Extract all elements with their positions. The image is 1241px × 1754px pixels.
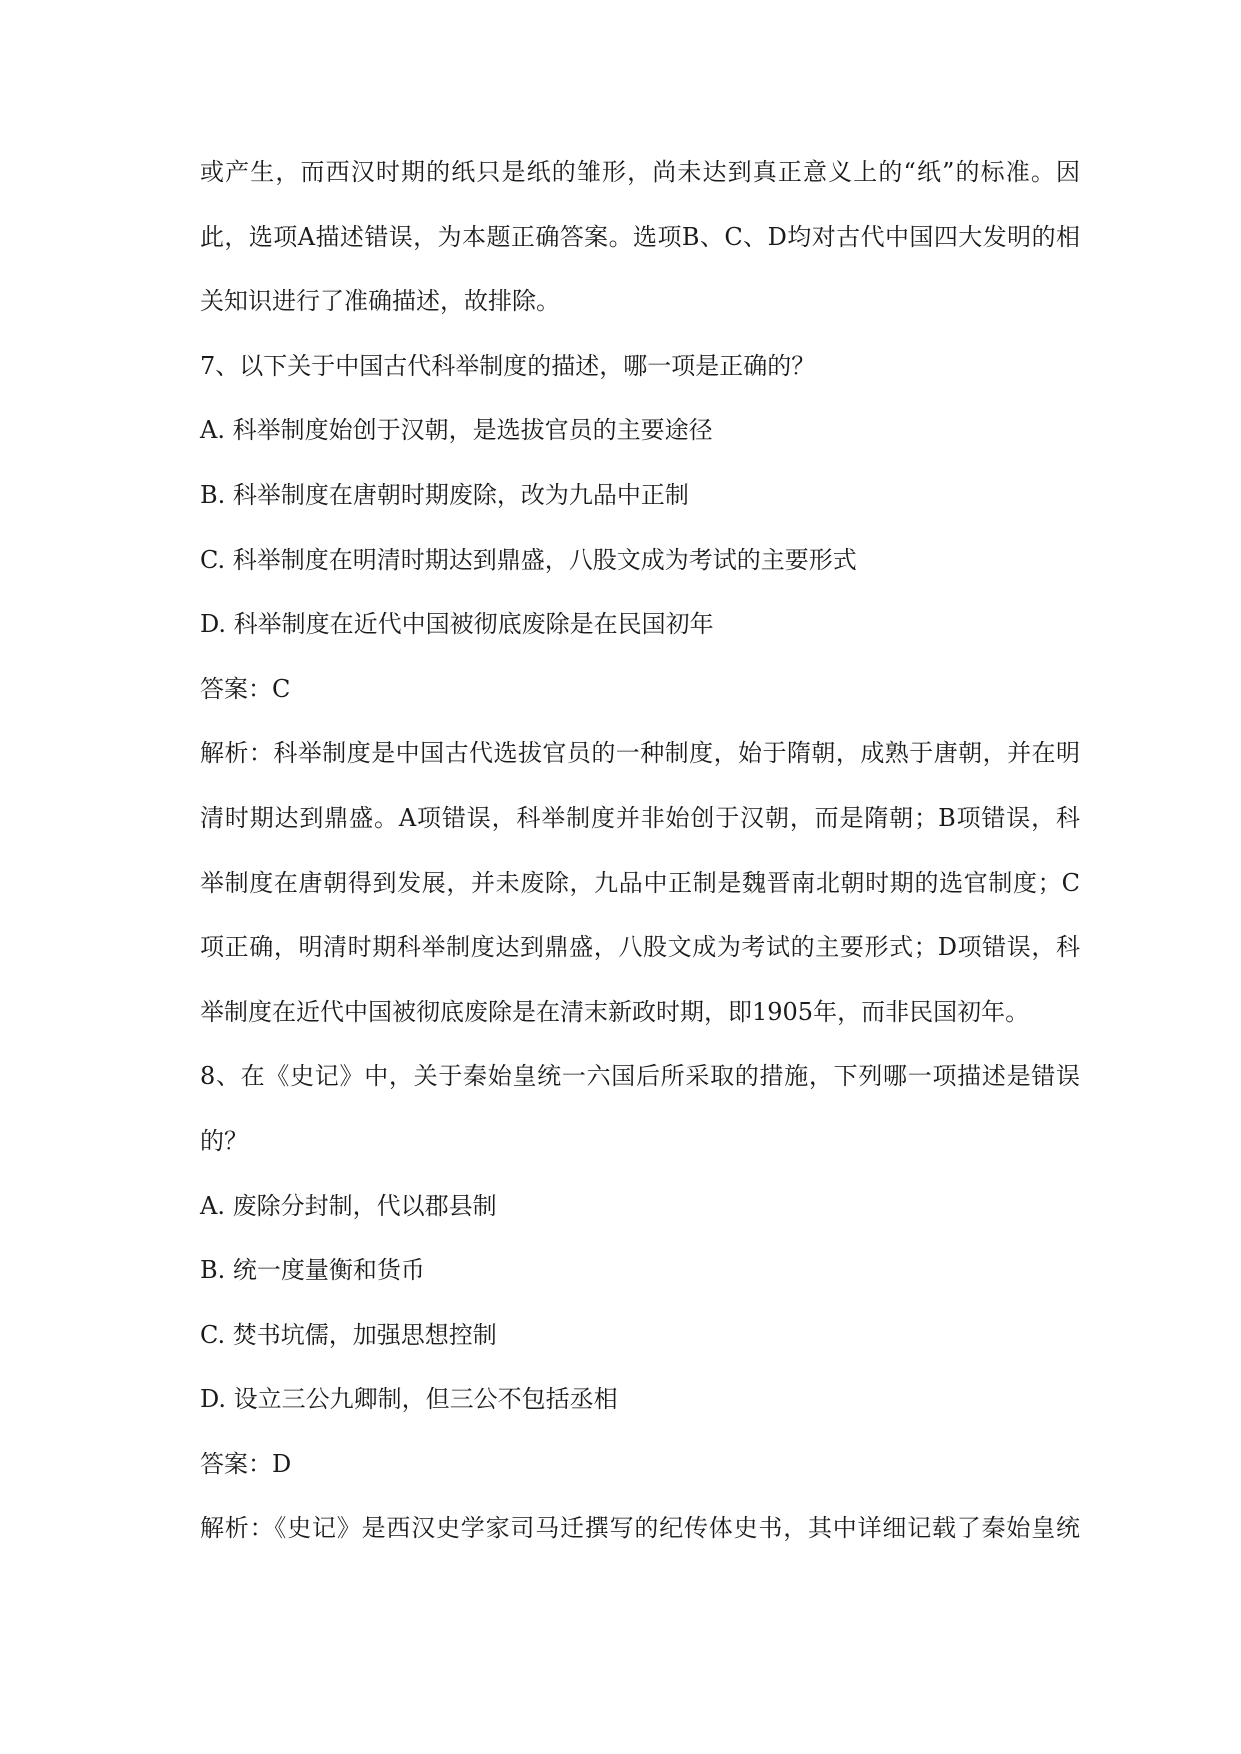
question-7-explanation: 举制度在唐朝得到发展，并未废除，九品中正制是魏晋南北朝时期的选官制度；C <box>200 868 1080 897</box>
question-7-explanation: 解析：科举制度是中国古代选拔官员的一种制度，始于隋朝，成熟于唐朝，并在明 <box>200 739 1080 768</box>
question-7-option-a: A. 科举制度始创于汉朝，是选拔官员的主要途径 <box>200 416 713 445</box>
question-8: 8、在《史记》中，关于秦始皇统一六国后所采取的措施，下列哪一项描述是错误 <box>200 1062 1080 1091</box>
text-line: 此，选项A描述错误，为本题正确答案。选项B、C、D均对古代中国四大发明的相 <box>200 222 1080 251</box>
question-8: 的？ <box>200 1126 248 1155</box>
question-8-option-a: A. 废除分封制，代以郡县制 <box>200 1191 497 1220</box>
question-7: 7、以下关于中国古代科举制度的描述，哪一项是正确的？ <box>200 351 816 380</box>
question-8-option-c: C. 焚书坑儒，加强思想控制 <box>200 1320 497 1349</box>
question-8-answer: 答案：D <box>200 1449 292 1478</box>
question-7-option-c: C. 科举制度在明清时期达到鼎盛，八股文成为考试的主要形式 <box>200 545 857 574</box>
text-line: 或产生，而西汉时期的纸只是纸的雏形，尚未达到真正意义上的“纸”的标准。因 <box>200 158 1080 186</box>
question-8-option-b: B. 统一度量衡和货币 <box>200 1256 425 1285</box>
question-8-option-d: D. 设立三公九卿制，但三公不包括丞相 <box>200 1385 618 1414</box>
question-7-option-b: B. 科举制度在唐朝时期废除，改为九品中正制 <box>200 480 689 509</box>
question-7-explanation: 项正确，明清时期科举制度达到鼎盛，八股文成为考试的主要形式；D项错误，科 <box>200 933 1080 962</box>
question-7-option-d: D. 科举制度在近代中国被彻底废除是在民国初年 <box>200 610 714 639</box>
question-7-answer: 答案：C <box>200 674 291 703</box>
question-7-explanation: 清时期达到鼎盛。A项错误，科举制度并非始创于汉朝，而是隋朝；B项错误，科 <box>200 803 1080 832</box>
text-line: 关知识进行了准确描述，故排除。 <box>200 287 560 316</box>
document-body <box>200 140 1080 1561</box>
question-8-explanation: 解析：《史记》是西汉史学家司马迁撰写的纪传体史书，其中详细记载了秦始皇统 <box>200 1514 1080 1543</box>
question-7-explanation: 举制度在近代中国被彻底废除是在清末新政时期，即1905年，而非民国初年。 <box>200 997 1030 1026</box>
